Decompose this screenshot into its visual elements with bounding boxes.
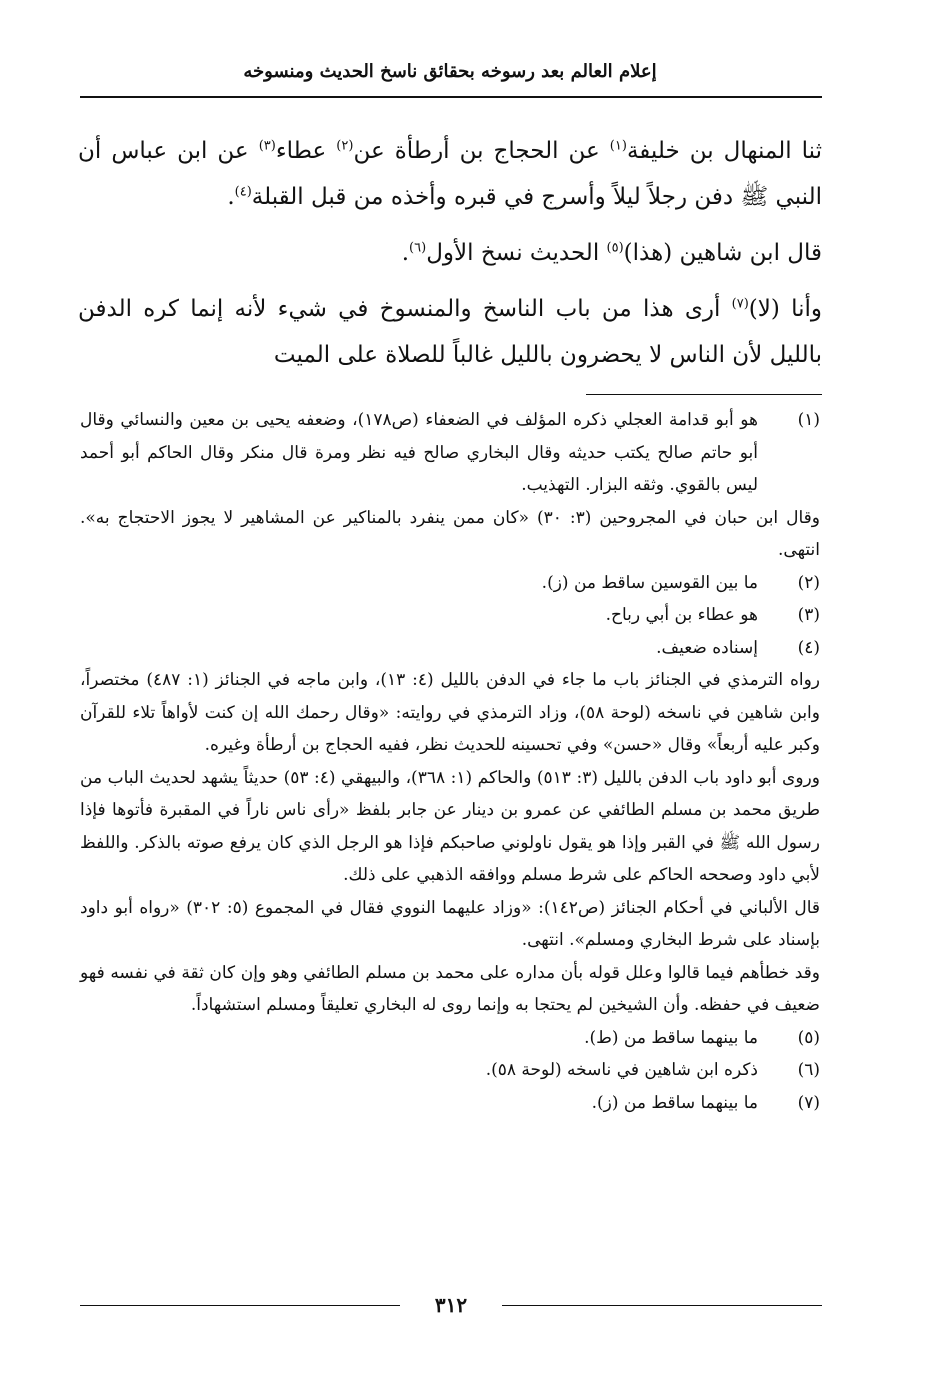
footnote-number: (٤) (797, 637, 820, 658)
footnote-continuation: رواه الترمذي في الجنائز باب ما جاء في الدفن بالليل (٤: ١٣)، وابن ماجه في الجنائز (١: ٤٨٧) مختصراً، وابن شاهين في ناسخه (لوحة ٥٨)، وزاد الترمذي في روايته: «وقال رحمك الله إن كنت لأواهاً تلاء للقرآن وكبر عليه أربعاً» وقال «حسن» وفي تحسينه للحديث نظر، ففيه الحجاج بن أرطأة وغيره. (80, 670, 820, 755)
footnote-continuation: وروى أبو داود باب الدفن بالليل (٣: ٥١٣) والحاكم (١: ٣٦٨)، والبيهقي (٤: ٥٣) حديثاً يشهد لحديث الباب من طريق محمد بن مسلم الطائفي عن عمرو بن دينار عن جابر بلفظ «رأى ناس ناراً في المقبرة فأتوها فإذا رسول الله ﷺ في القبر وإذا هو يقول ناولوني صاحبكم فإذا هو الرجل الذي كان يرفع صوته بالذكر. واللفظ لأبي داود وصححه الحاكم على شرط مسلم ووافقه الذهبي على ذلك. (80, 767, 820, 885)
footnote-number: (٢) (797, 572, 820, 593)
footnote-ref: (٥) (606, 240, 624, 256)
footnote-text: هو عطاء بن أبي رباح. (605, 605, 758, 625)
footnote-ref: (٦) (409, 240, 427, 256)
footnote-text: هو أبو قدامة العجلي ذكره المؤلف في الضعفاء (ص١٧٨)، وضعفه يحيى بن معين والنسائي وقال أبو حاتم صالح يكتب حديثه وقال البخاري صالح فيه نظر ومرة قال منكر وقال الحاكم أبو أحمد ليس بالقوي. وثقه البزار. التهذيب. (80, 410, 758, 495)
footnote-continuation: وقال ابن حبان في المجروحين (٣: ٣٠) «كان ممن ينفرد بالمناكير عن المشاهير لا يجوز الاحتجاج به». انتهى. (80, 507, 820, 560)
footnote-item (80, 1087, 820, 1120)
footnote-item (80, 404, 820, 502)
footnote-item (80, 599, 820, 632)
footnote-text: ذكره ابن شاهين في ناسخه (لوحة ٥٨). (485, 1060, 758, 1080)
footnote-ref: (٧) (731, 296, 749, 312)
main-paragraph-3 (78, 286, 822, 378)
footnote-ref: (٢) (336, 138, 354, 154)
footnote-ref: (٣) (258, 138, 276, 154)
text-segment: . (401, 240, 410, 266)
footnote-ref: (٤) (234, 184, 252, 200)
text-segment: عن الحجاج بن أرطأة عن (353, 138, 610, 164)
footnote-continuation: وقد خطأهم فيما قالوا وعلل قوله بأن مداره على محمد بن مسلم الطائفي وهو وإن كان ثقة في نفسه فهو ضعيف في حفظه. وأن الشيخين لم يحتجا به وإنما روى له البخاري تعليقاً ومسلم استشهاداً. (80, 962, 820, 1015)
footnote-number: (٧) (797, 1092, 820, 1113)
text-segment: عطاء (275, 138, 337, 164)
footnote-text: ما بين القوسين ساقط من (ز). (541, 572, 758, 593)
footnotes (80, 404, 820, 1119)
footnote-item (80, 567, 820, 600)
page-number: ٣١٢ (434, 1293, 468, 1317)
header-rule (80, 96, 822, 98)
footnote-number: (٦) (797, 1060, 820, 1080)
footnote-number: (٣) (797, 605, 820, 625)
text-segment: عن ابن عباس أن النبي ﷺ دفن رجلاً ليلاً وأسرج في قبره وأخذه من قبل القبلة (78, 138, 822, 210)
footnote-continuation: قال الألباني في أحكام الجنائز (ص١٤٢): «وزاد عليهما النووي فقال في المجموع (٥: ٣٠٢) «رواه أبو داود بإسناد على شرط البخاري ومسلم». انتهى. (80, 897, 821, 950)
running-header: إعلام العالم بعد رسوخه بحقائق ناسخ الحديث ومنسوخه (243, 61, 657, 82)
footnote-number: (٥) (797, 1027, 820, 1048)
text-segment: أرى هذا من باب الناسخ والمنسوخ في شيء لأنه إنما كره الدفن بالليل لأن الناس لا يحضرون بالليل غالباً للصلاة على الميت (78, 296, 822, 368)
footnote-separator (586, 394, 822, 395)
text-segment: وأنا (لا) (748, 296, 822, 322)
footnote-ref: (١) (609, 138, 627, 154)
footnote-item (80, 1054, 820, 1087)
footer-rule-left (80, 1305, 400, 1306)
text-segment: قال ابن شاهين (هذا) (623, 240, 822, 266)
footnote-text: ما بينهما ساقط من (ز). (591, 1092, 758, 1113)
main-paragraph-2 (78, 230, 822, 276)
text-segment: الحديث نسخ الأول (426, 240, 607, 266)
main-paragraph-1 (78, 128, 822, 220)
footnote-text: إسناده ضعيف. (656, 637, 758, 658)
footnote-number: (١) (797, 410, 820, 430)
text-segment: . (227, 184, 235, 210)
footnote-text: ما بينهما ساقط من (ط). (584, 1027, 758, 1048)
page-footer (80, 1290, 822, 1320)
footnote-item (80, 1022, 820, 1055)
footnote-item (80, 632, 820, 665)
text-segment: ثنا المنهال بن خليفة (626, 138, 822, 164)
main-text (78, 128, 822, 378)
